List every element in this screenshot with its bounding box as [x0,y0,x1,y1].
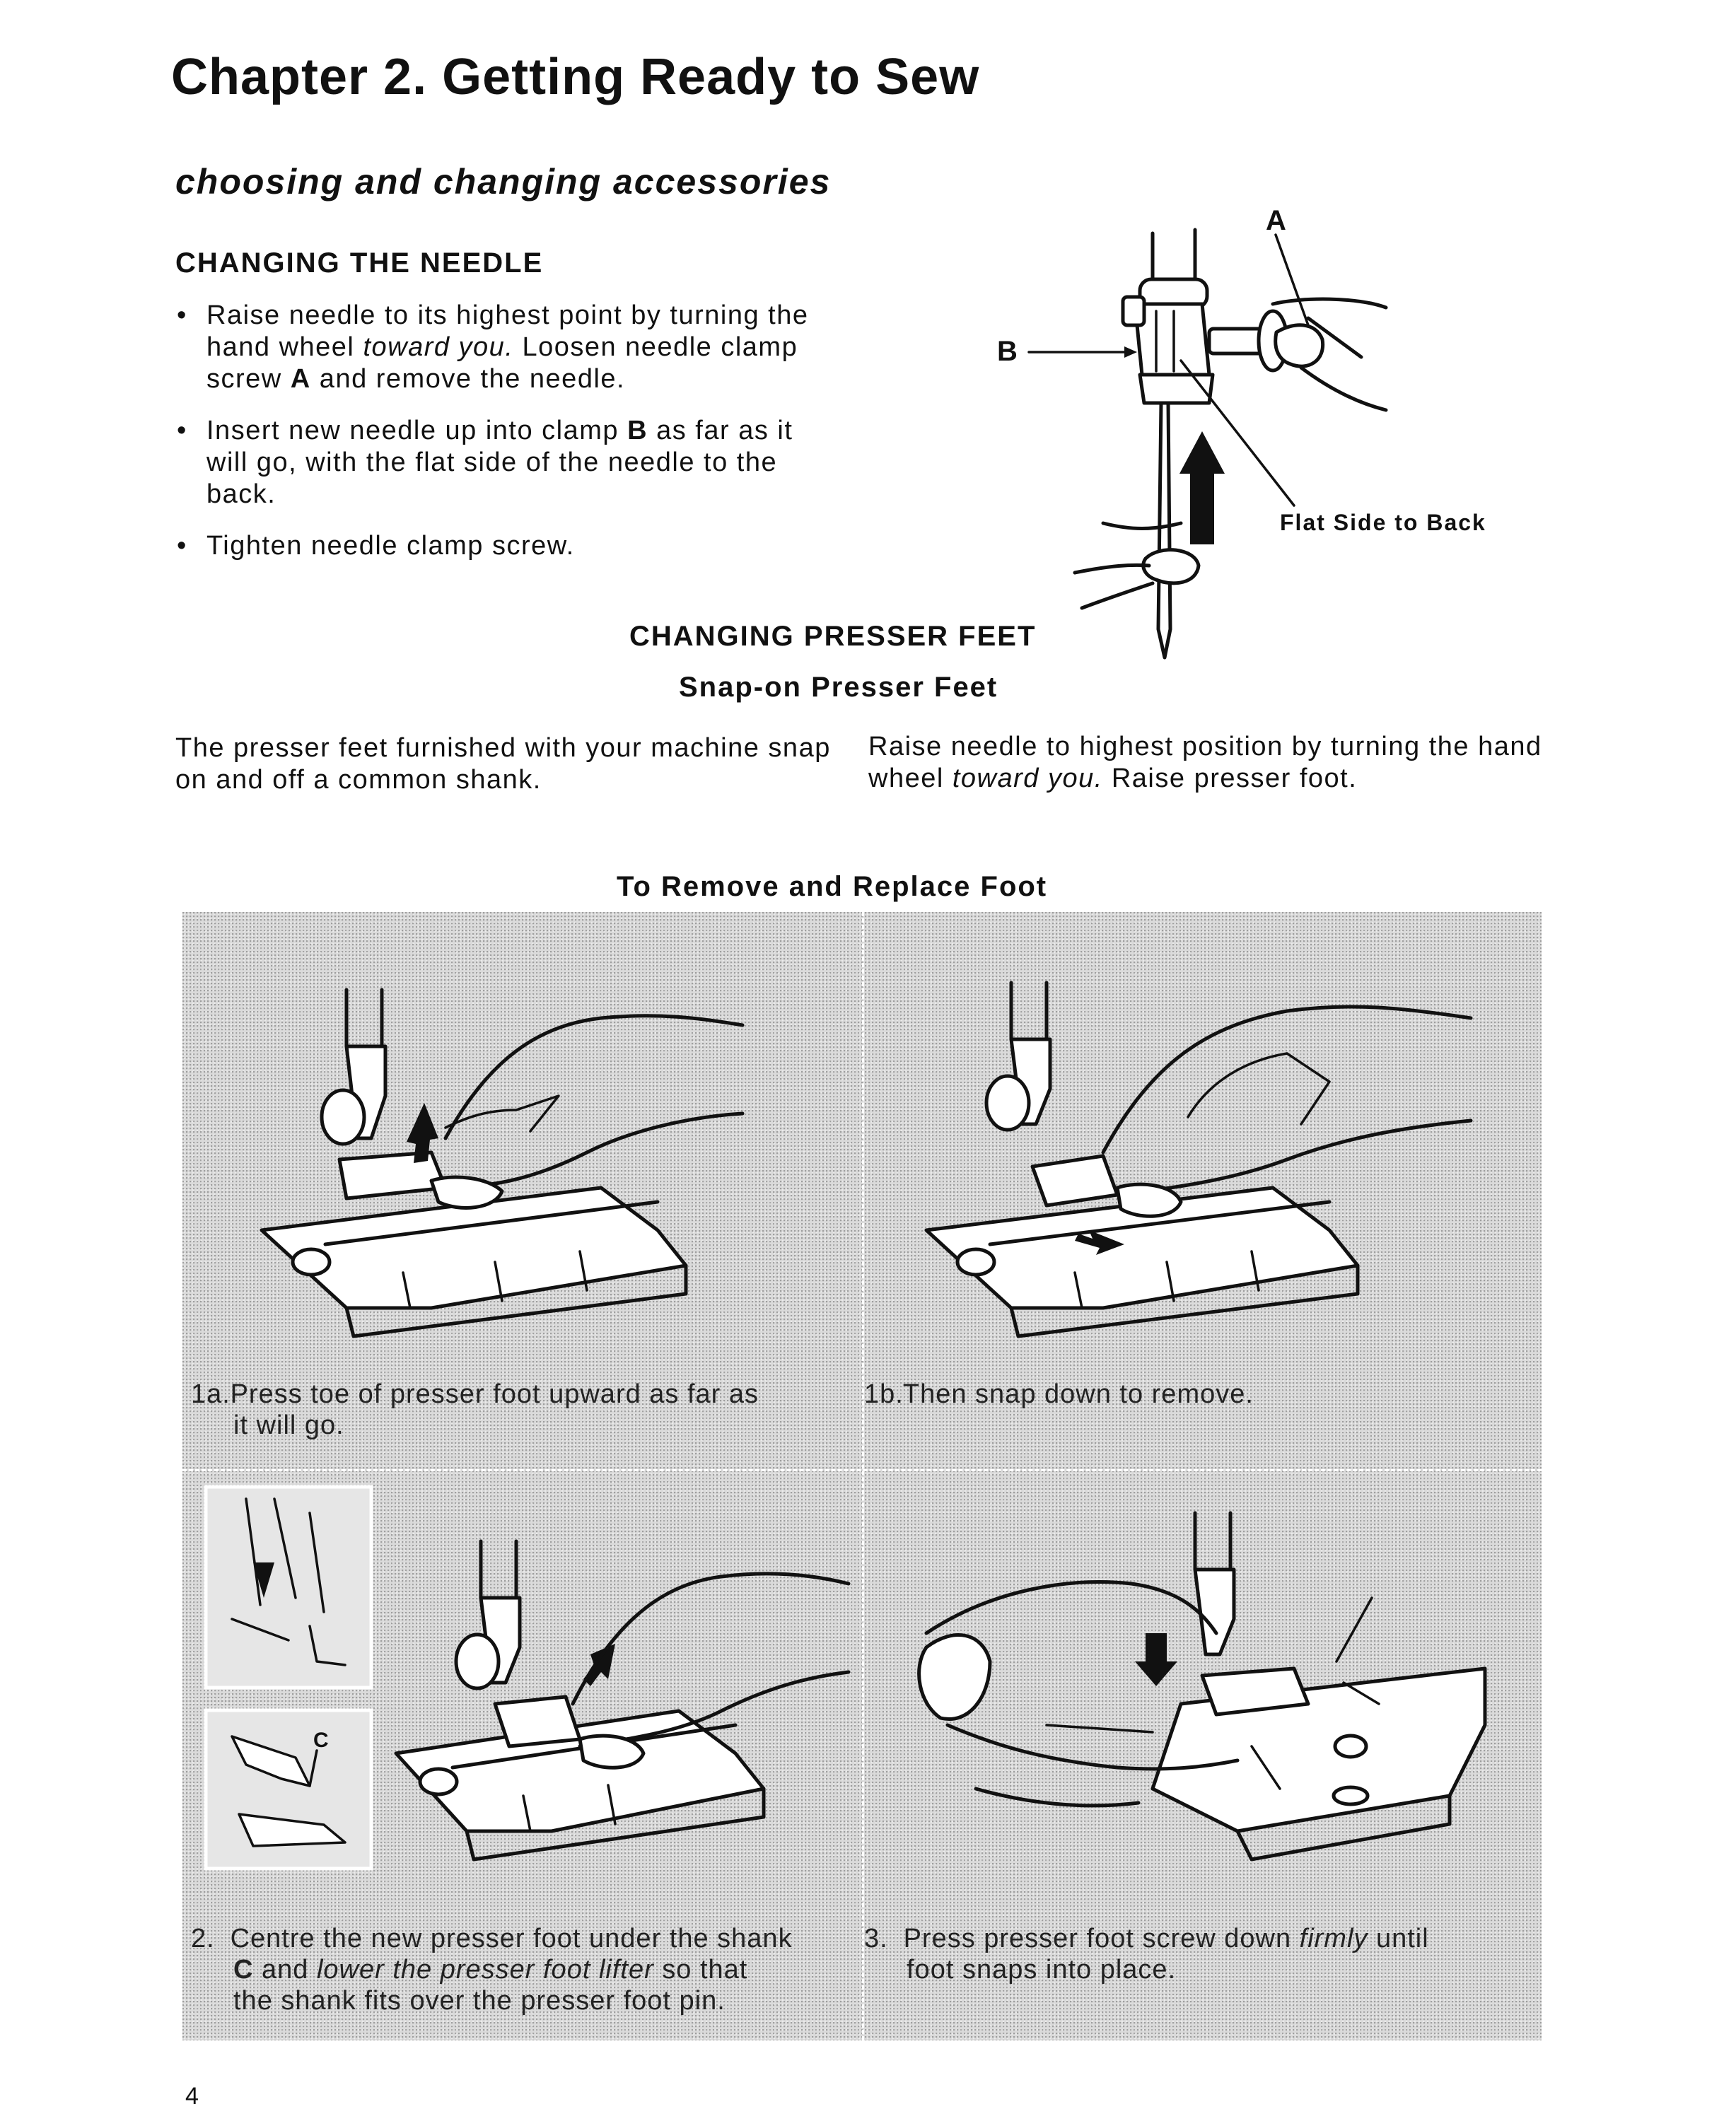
step-number: 1b. [864,1379,904,1409]
step-text: and remove the needle. [310,364,626,394]
step-text-bold: B [627,416,648,445]
instruction-text: Raise needle to highest position by turning the hand wheel [868,732,1542,793]
step-number: 3. [864,1924,888,1953]
caption-2 [191,1923,863,2016]
panel-3-illustration [884,1492,1534,1916]
changing-presser-feet-heading: CHANGING PRESSER FEET [629,621,1037,652]
step-number: 2. [191,1924,215,1953]
caption-text: Press toe of presser foot upward as far as [230,1379,759,1409]
label-b: B [997,336,1018,367]
snap-on-description: The presser feet furnished with your machine snap on and off a common shank. [175,733,831,795]
step-text-italic: toward you. [363,332,514,362]
instruction-text-italic: toward you. [952,764,1103,793]
remove-replace-heading: To Remove and Replace Foot [617,871,1048,902]
caption-text: and [253,1955,317,1985]
caption-1b [864,1379,1529,1410]
caption-text: foot snaps into place. [907,1955,1177,1985]
page-number: 4 [185,2083,199,2110]
snap-on-subheading: Snap-on Presser Feet [679,672,998,703]
caption-text: the shank fits over the presser foot pin. [233,1986,726,2016]
step-text: Insert new needle up into clamp [206,416,628,445]
chapter-title: Chapter 2. Getting Ready to Sew [171,49,980,105]
panel-2-illustration [382,1527,863,1909]
needle-clamp-illustration [976,191,1542,686]
bullet-icon: • [177,416,187,445]
panel-1b-illustration [891,976,1527,1372]
step-text: Loosen needle clamp screw [206,332,798,394]
caption-text-bold: C [233,1955,254,1985]
label-flat-side: Flat Side to Back [1280,510,1486,535]
up-arrow-icon [1179,431,1225,544]
label-c: C [313,1729,329,1752]
caption-3 [864,1923,1536,1985]
step-number: 1a. [191,1379,231,1409]
step-text-bold: A [290,364,311,394]
needle-instructions-list [168,300,833,582]
step-text: Tighten needle clamp screw. [206,531,575,561]
label-a: A [1266,205,1286,236]
caption-text: Press presser foot screw down [903,1924,1300,1953]
caption-text: it will go. [233,1410,344,1440]
step-text: as far as it will go, with the flat side of the needle to the back. [206,416,793,509]
needle-step-tighten [168,530,833,562]
panel-1a-illustration [233,976,841,1372]
caption-text: so that [653,1955,748,1985]
caption-text: until [1368,1924,1429,1953]
caption-text-italic: firmly [1299,1924,1368,1953]
needle-step-raise [168,300,833,395]
shank-c-inset [204,1708,373,1871]
panel-divider [182,1469,1542,1471]
down-arrow-icon [1135,1633,1177,1686]
changing-needle-heading: CHANGING THE NEEDLE [175,247,544,279]
up-arrow-icon [583,1644,615,1686]
instruction-text: Raise presser foot. [1102,764,1358,793]
bullet-icon: • [177,531,187,561]
caption-text: Centre the new presser foot under the shank [230,1924,793,1953]
bullet-icon: • [177,300,187,330]
needle-step-insert [168,415,833,510]
caption-text: Then snap down to remove. [902,1379,1254,1409]
section-title: choosing and changing accessories [175,162,832,201]
step-text: Raise needle to its highest point by turning the hand wheel [206,300,809,362]
caption-text-italic: lower the presser foot lifter [316,1955,654,1985]
caption-1a [191,1379,856,1441]
shank-lowering-inset [204,1485,373,1690]
raise-needle-instruction [868,731,1547,795]
